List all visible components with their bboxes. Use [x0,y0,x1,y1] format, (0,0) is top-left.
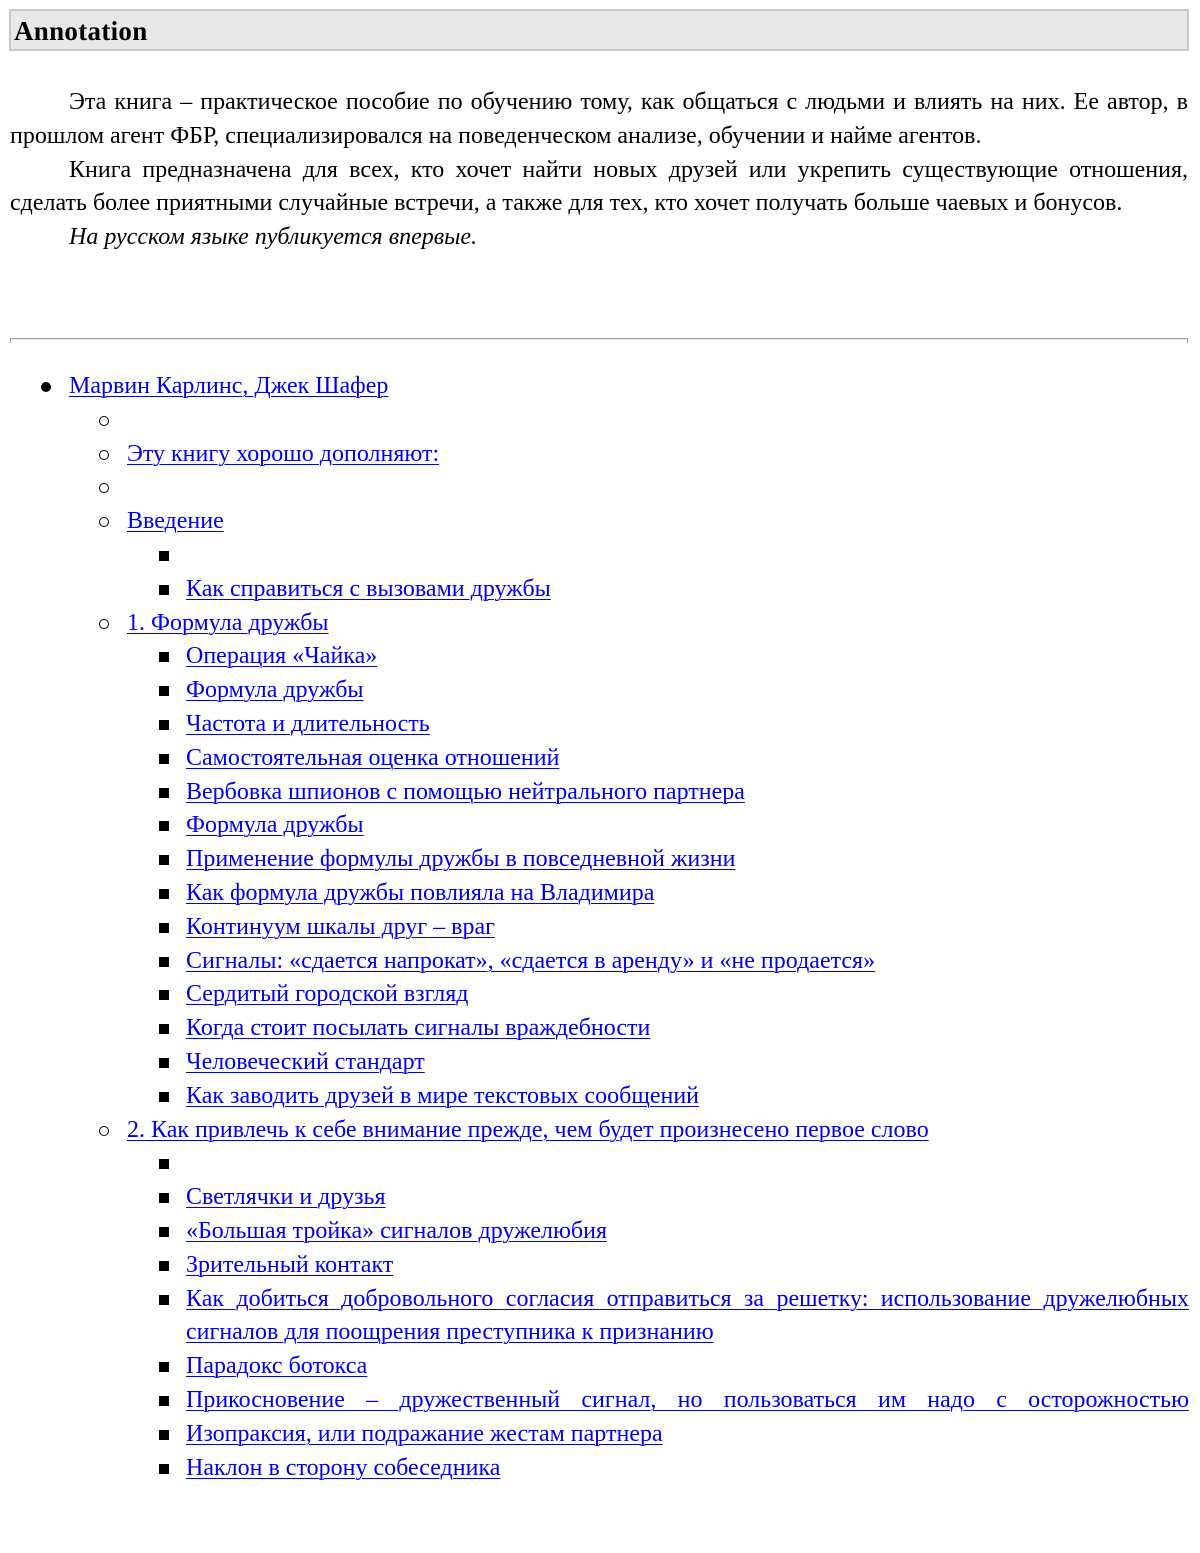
annotation-paragraph-italic: На русском языке публикуется впервые. [69,224,478,251]
toc-level3-item [0,776,1200,810]
horizontal-divider [10,338,1188,340]
toc-level2-item [0,438,1200,472]
toc-level2-item [0,404,1200,438]
circle-bullet-icon [99,450,109,460]
toc-level3-item [0,1080,1200,1114]
square-bullet-icon [159,686,169,696]
toc-level1-item [0,370,1200,404]
toc-level3-item [0,1147,1200,1181]
toc-level3-item [0,877,1200,911]
toc-level3-item [0,742,1200,776]
circle-bullet-icon [99,483,109,493]
toc-link-chapter-2[interactable]: 2. Как привлечь к себе внимание прежде, чем будет произнесено первое слово [127,1116,929,1143]
toc-link-section[interactable]: Сердитый городской взгляд [186,981,469,1008]
toc-link-section[interactable]: Когда стоит посылать сигналы враждебности [186,1015,651,1042]
square-bullet-icon [159,585,169,595]
toc-link-section[interactable]: Прикосновение – дружественный сигнал, но пользоваться им надо с осторожностью [186,1386,1189,1413]
toc-level3-item [0,1452,1200,1486]
square-bullet-icon [159,1362,169,1372]
square-bullet-icon [159,1295,169,1305]
square-bullet-icon [159,990,169,1000]
toc-link-author[interactable]: Марвин Карлинс, Джек Шафер [69,373,389,399]
toc-link-section[interactable]: Частота и длительность [186,710,430,737]
toc-link-section[interactable]: «Большая тройка» сигналов дружелюбия [186,1217,607,1244]
annotation-heading: Annotation [9,9,1189,51]
toc-link-section[interactable]: Наклон в сторону собеседника [186,1454,501,1481]
toc-level3-item [0,573,1200,607]
toc-level3-item [0,1181,1200,1215]
square-bullet-icon [159,1024,169,1034]
square-bullet-icon [159,1430,169,1440]
toc-level3-item [0,674,1200,708]
annotation-paragraph: Эта книга – практическое пособие по обучению тому, как общаться с людьми и влиять на них. Ее автор, в прошлом агент ФБР, специализировался на поведенческом анализе, обучении и найме агентов. [10,89,1188,149]
toc-link-section[interactable]: Зрительный контакт [186,1251,394,1278]
toc-link-section[interactable]: Формула дружбы [186,812,364,839]
toc-level3-item [0,1046,1200,1080]
square-bullet-icon [159,889,169,899]
square-bullet-icon [159,1092,169,1102]
square-bullet-icon [159,855,169,865]
square-bullet-icon [159,754,169,764]
toc-link-chapter-1[interactable]: 1. Формула дружбы [127,609,329,636]
square-bullet-icon [159,652,169,662]
toc-level3-item [0,1384,1200,1418]
toc-link-section[interactable]: Как заводить друзей в мире текстовых сообщений [186,1082,699,1109]
toc-level3-item [0,1249,1200,1283]
toc-link-section[interactable]: Вербовка шпионов с помощью нейтрального партнера [186,778,745,805]
toc-link-section[interactable]: Формула дружбы [186,677,364,704]
toc-link-section[interactable]: Сигналы: «сдается напрокат», «сдается в аренду» и «не продается» [186,947,876,974]
square-bullet-icon [159,923,169,933]
toc-level3-item [0,1283,1200,1351]
square-bullet-icon [159,720,169,730]
toc-level3-item [0,978,1200,1012]
toc-level3-item [0,640,1200,674]
toc-level2-item [0,1114,1200,1148]
square-bullet-icon [159,1396,169,1406]
circle-bullet-icon [99,517,109,527]
square-bullet-icon [159,1464,169,1474]
annotation-paragraph: Книга предназначена для всех, кто хочет найти новых друзей или укрепить существующие отношения, сделать более приятными случайные встречи, а также для тех, кто хочет получать больше чаевых и бонусов. [10,156,1188,217]
toc-level2-item [0,505,1200,539]
square-bullet-icon [159,1261,169,1271]
toc-level3-item [0,809,1200,843]
toc-level3-item [0,843,1200,877]
square-bullet-icon [159,551,169,561]
circle-bullet-icon [99,416,109,426]
toc-link-section[interactable]: Применение формулы дружбы в повседневной жизни [186,846,736,873]
toc-link-section[interactable]: Как добиться добровольного согласия отправиться за решетку: использование дружелюбных сигналов для поощрения преступника к признанию [186,1285,1189,1346]
toc-level2-item [0,607,1200,641]
square-bullet-icon [159,957,169,967]
circle-bullet-icon [99,619,109,629]
toc-level3-item [0,1350,1200,1384]
disc-bullet-icon [41,382,51,392]
toc-level3-item [0,945,1200,979]
square-bullet-icon [159,1058,169,1068]
toc-level2-item [0,471,1200,505]
toc-level3-item [0,539,1200,573]
toc-level3-item [0,708,1200,742]
circle-bullet-icon [99,1126,109,1136]
toc-level3-item [0,1418,1200,1452]
toc-link-intro[interactable]: Введение [127,508,224,535]
table-of-contents [0,370,1200,1485]
toc-link-complement[interactable]: Эту книгу хорошо дополняют: [127,440,440,467]
toc-level3-item [0,1215,1200,1249]
toc-link-section[interactable]: Парадокс ботокса [186,1353,368,1380]
toc-link-section[interactable]: Человеческий стандарт [186,1048,425,1075]
toc-link-section[interactable]: Континуум шкалы друг – враг [186,913,496,940]
toc-level3-item [0,1012,1200,1046]
square-bullet-icon [159,821,169,831]
square-bullet-icon [159,788,169,798]
annotation-text [10,86,1188,255]
toc-link-section[interactable]: Операция «Чайка» [186,643,378,670]
toc-link-section[interactable]: Как справиться с вызовами дружбы [186,575,551,602]
square-bullet-icon [159,1159,169,1169]
toc-level3-item [0,911,1200,945]
toc-link-section[interactable]: Самостоятельная оценка отношений [186,744,560,771]
toc-link-section[interactable]: Изопраксия, или подражание жестам партнера [186,1420,663,1447]
toc-link-section[interactable]: Как формула дружбы повлияла на Владимира [186,879,655,906]
square-bullet-icon [159,1193,169,1203]
square-bullet-icon [159,1227,169,1237]
toc-link-section[interactable]: Светлячки и друзья [186,1184,386,1211]
